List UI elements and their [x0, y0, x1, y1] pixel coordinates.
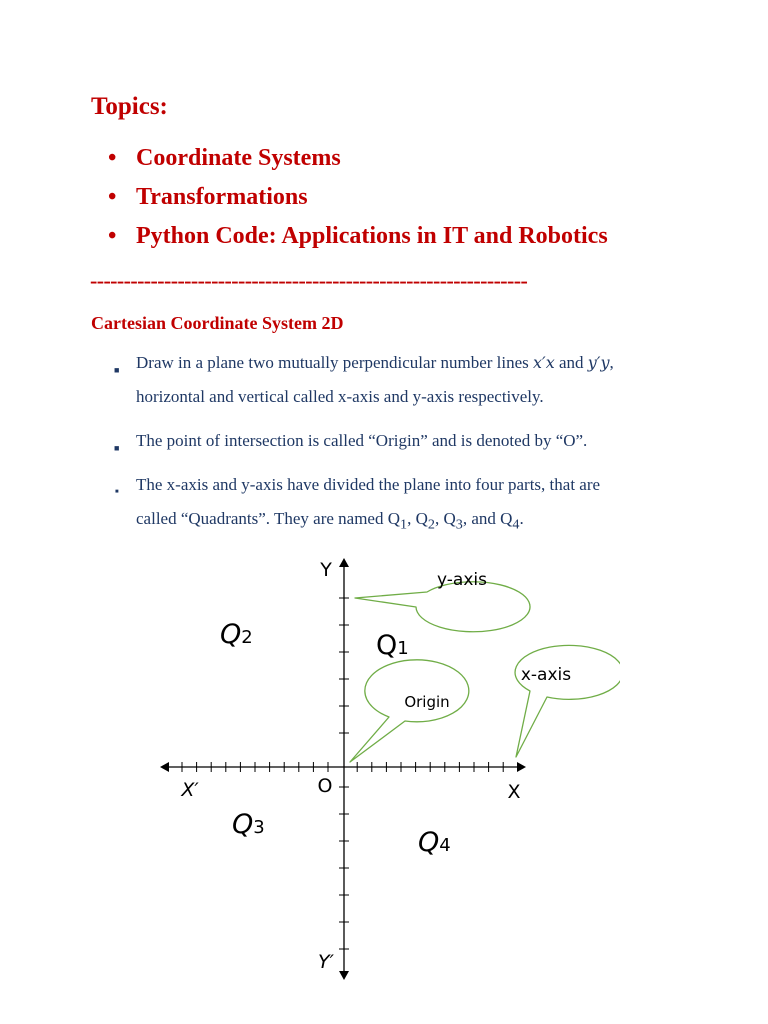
- bullet-list: [112, 346, 712, 551]
- topic-label: Coordinate Systems: [136, 145, 341, 171]
- bullet-text: and: [554, 353, 588, 372]
- topic-item: [108, 221, 608, 260]
- origin-callout-text: Origin: [404, 693, 450, 711]
- y-axis-down-arrow-icon: [339, 971, 349, 980]
- x-axis-right-arrow-icon: [517, 762, 526, 772]
- x-axis-callout-text: x-axis: [520, 665, 572, 685]
- y-axis-label: Y: [320, 559, 332, 581]
- bullet-text: Draw in a plane two mutually perpendicular number lines: [136, 353, 534, 372]
- bullet-dot-icon: •: [108, 145, 117, 171]
- bullet-dot-icon: •: [108, 184, 117, 210]
- quadrant-4-label: Q4: [418, 827, 451, 858]
- math-symbol: x′x: [533, 353, 555, 372]
- bullet-item: ■ The x-axis and y-axis have divided the plane into four parts, that are called “Quadrants”. They are named $Q_1$, $Q_2$, $Q_3$, and $Q_4$.: [115, 475, 601, 533]
- topic-item: [108, 182, 608, 221]
- bullet-text: called “Quadrants”. They are named Q: [136, 509, 401, 528]
- quadrant-2-label: Q2: [220, 619, 253, 650]
- square-bullet-icon: ■: [115, 489, 119, 495]
- x-prime-label: X′: [181, 779, 199, 801]
- math-symbol: y′y: [587, 353, 610, 372]
- bullet-text: ,: [609, 353, 614, 372]
- cartesian-diagram: [150, 548, 620, 988]
- topic-label: Transformations: [136, 184, 308, 210]
- bullet-item: [112, 424, 712, 458]
- bullet-text: The x-axis and y-axis have divided the plane into four parts, that are: [136, 475, 601, 494]
- topic-item: [108, 143, 608, 182]
- bullet-text: The point of intersection is called “Origin” and is denoted by “O”.: [136, 431, 588, 450]
- origin-label: O: [317, 775, 333, 797]
- square-bullet-icon: ■: [114, 443, 120, 453]
- topics-heading: Topics:: [91, 93, 168, 120]
- topics-list: [108, 143, 608, 260]
- quadrant-3-label: Q3: [232, 809, 265, 840]
- topic-label: Python Code: Applications in IT and Robotics: [136, 223, 608, 249]
- x-axis-left-arrow-icon: [160, 762, 169, 772]
- bullet-text: horizontal and vertical called x-axis and y-axis respectively.: [136, 387, 544, 406]
- y-axis-callout-text: y-axis: [437, 570, 487, 590]
- y-prime-label: Y′: [318, 951, 334, 973]
- square-bullet-icon: ■: [114, 365, 120, 375]
- section-divider: -----------------------------------------------------------------: [90, 268, 528, 293]
- bullet-item: [112, 346, 712, 414]
- axis-ticks: [182, 598, 503, 949]
- section-title: Cartesian Coordinate System 2D: [91, 313, 344, 333]
- x-axis-callout-bubble: [515, 645, 620, 757]
- quadrant-1-label: Q1: [376, 630, 409, 661]
- bullet-dot-icon: •: [108, 223, 117, 249]
- x-axis-label: X: [507, 781, 521, 803]
- y-axis-up-arrow-icon: [339, 558, 349, 567]
